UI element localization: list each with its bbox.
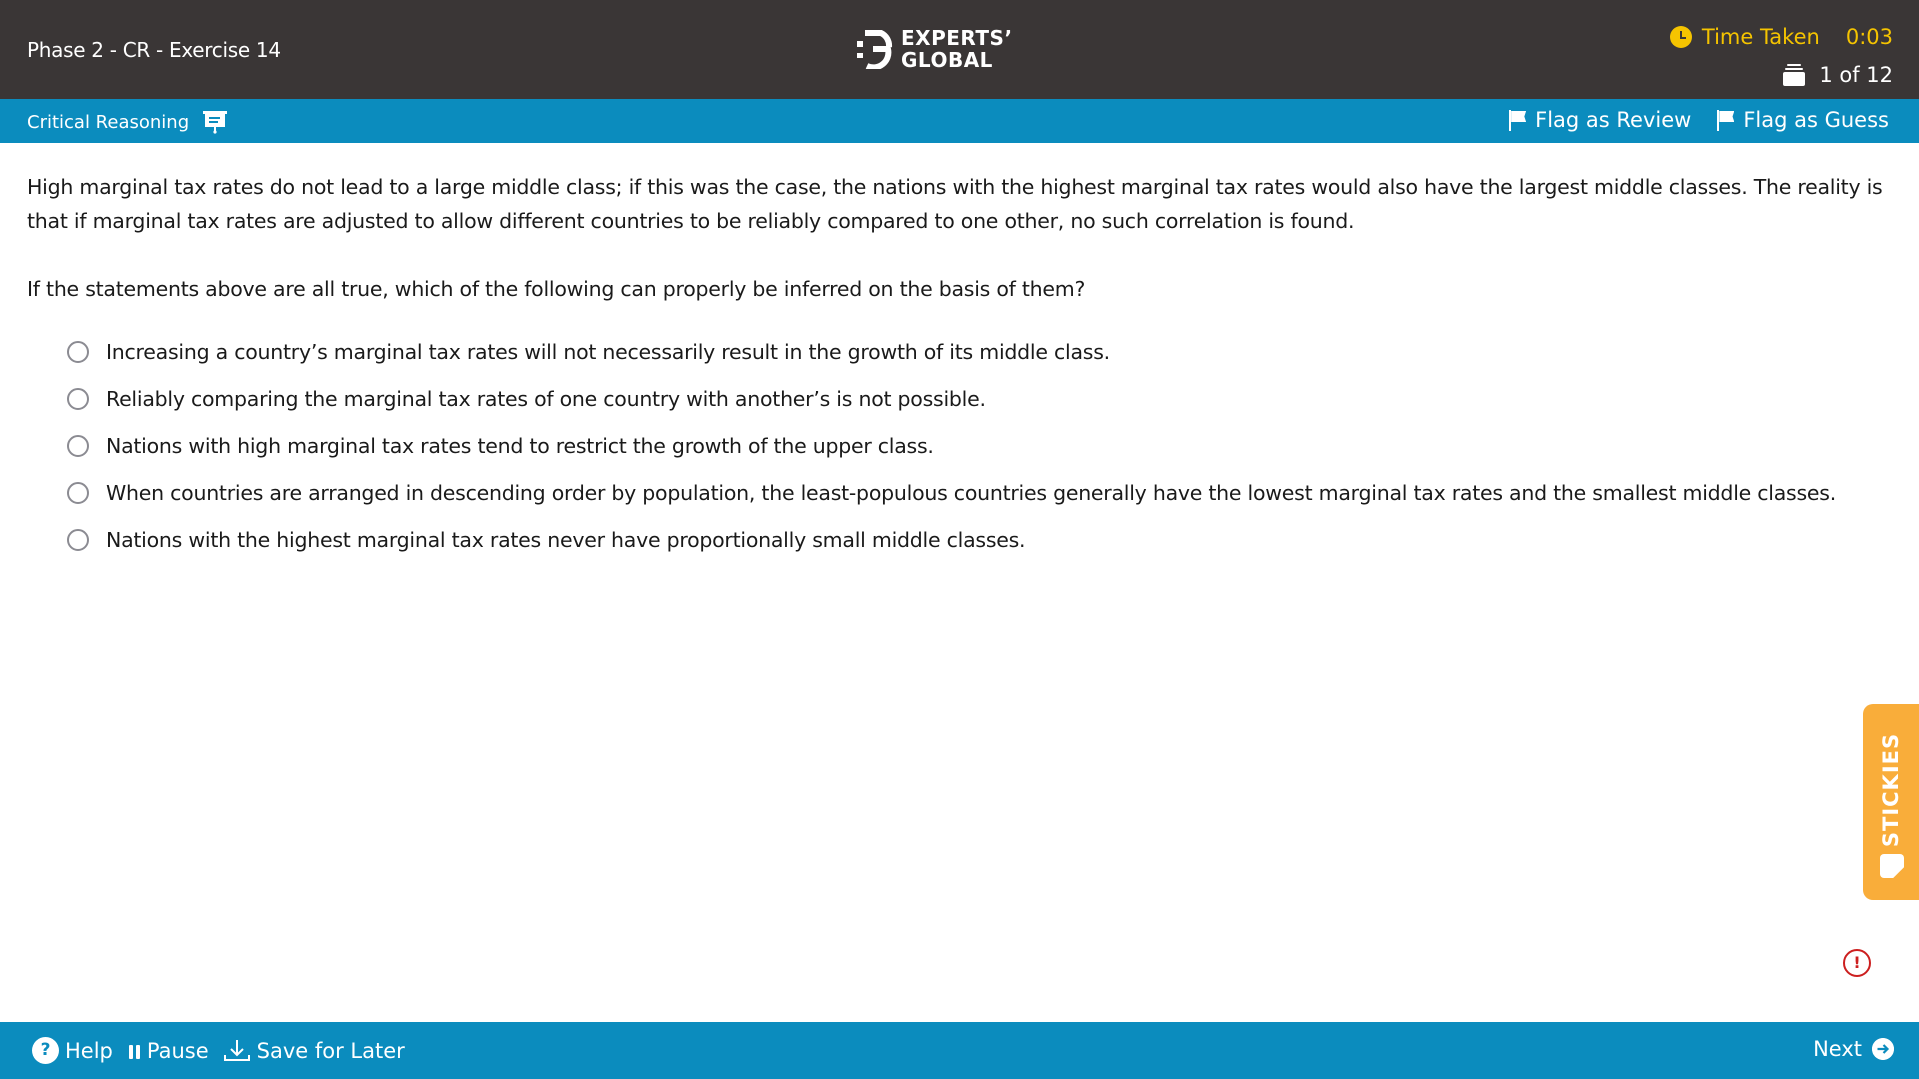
answer-option-c[interactable] [67, 422, 1836, 469]
arrow-right-circle-icon [1872, 1038, 1894, 1060]
next-button[interactable] [1813, 1037, 1894, 1061]
save-for-later-label: Save for Later [256, 1038, 405, 1063]
pause-button[interactable] [127, 1039, 209, 1063]
radio-button[interactable] [67, 341, 89, 363]
help-icon: ? [32, 1037, 59, 1064]
next-label: Next [1813, 1037, 1862, 1061]
flag-as-guess-button[interactable] [1717, 108, 1889, 132]
stickies-label: STICKIES [1879, 732, 1903, 848]
help-label: Help [65, 1038, 113, 1063]
logo-line-1: EXPERTS’ [901, 26, 1013, 50]
bottom-toolbar [0, 1022, 1919, 1079]
exam-title: Phase 2 - CR - Exercise 14 [27, 38, 281, 62]
question-counter-text: 1 of 12 [1819, 63, 1893, 87]
radio-button[interactable] [67, 435, 89, 457]
pause-label: Pause [146, 1038, 209, 1063]
answer-option-text: Nations with the highest marginal tax rates never have proportionally small middle classes. [106, 527, 1026, 552]
pause-icon [127, 1043, 141, 1059]
radio-button[interactable] [67, 529, 89, 551]
sticky-note-icon [1880, 854, 1904, 878]
time-taken-label: Time Taken [1701, 25, 1820, 49]
presentation-board-icon [203, 110, 227, 134]
section-name: Critical Reasoning [27, 111, 190, 133]
time-taken [1670, 25, 1893, 49]
top-header [0, 0, 1919, 99]
section-bar [0, 99, 1919, 143]
question-content [27, 170, 1892, 552]
answer-option-e[interactable] [67, 516, 1836, 563]
flag-icon [1717, 109, 1735, 131]
radio-button[interactable] [67, 388, 89, 410]
section-label [27, 110, 227, 134]
flag-as-review-label: Flag as Review [1535, 108, 1692, 132]
question-stem: If the statements above are all true, which of the following can properly be inferred on the basis of them? [27, 277, 1086, 301]
download-icon [223, 1038, 251, 1064]
question-counter [1783, 63, 1893, 87]
answer-option-text: Reliably comparing the marginal tax rates of one country with another’s is not possible. [106, 386, 986, 411]
logo-g-icon [855, 29, 893, 69]
answer-option-b[interactable] [67, 375, 1836, 422]
question-stack-icon [1783, 64, 1805, 86]
answer-option-text: When countries are arranged in descending order by population, the least-populous countries generally have the lowest marginal tax rates and the smallest middle classes. [106, 480, 1836, 505]
clock-icon [1670, 26, 1692, 48]
time-taken-value: 0:03 [1845, 25, 1893, 49]
answer-options [67, 328, 1836, 563]
stickies-tab[interactable] [1863, 704, 1919, 900]
answer-option-text: Increasing a country’s marginal tax rates will not necessarily result in the growth of its middle class. [106, 339, 1110, 364]
question-stimulus: High marginal tax rates do not lead to a large middle class; if this was the case, the nations with the highest marginal tax rates would also have the largest middle classes. The reality is that if marginal tax rates are adjusted to allow different countries to be reliably compared to one other, no such correlation is found. [27, 175, 1883, 233]
answer-option-d[interactable] [67, 469, 1836, 516]
answer-option-a[interactable] [67, 328, 1836, 375]
help-button[interactable] [32, 1037, 113, 1064]
save-for-later-button[interactable] [223, 1038, 405, 1064]
answer-option-text: Nations with high marginal tax rates tend to restrict the growth of the upper class. [106, 433, 934, 458]
flag-as-guess-label: Flag as Guess [1743, 108, 1889, 132]
flag-as-review-button[interactable] [1509, 108, 1691, 132]
flag-controls [1509, 108, 1889, 132]
logo-line-2: GLOBAL [901, 48, 993, 72]
experts-global-logo [855, 27, 1013, 71]
exclamation-circle-icon[interactable]: ! [1843, 949, 1871, 977]
radio-button[interactable] [67, 482, 89, 504]
flag-icon [1509, 109, 1527, 131]
